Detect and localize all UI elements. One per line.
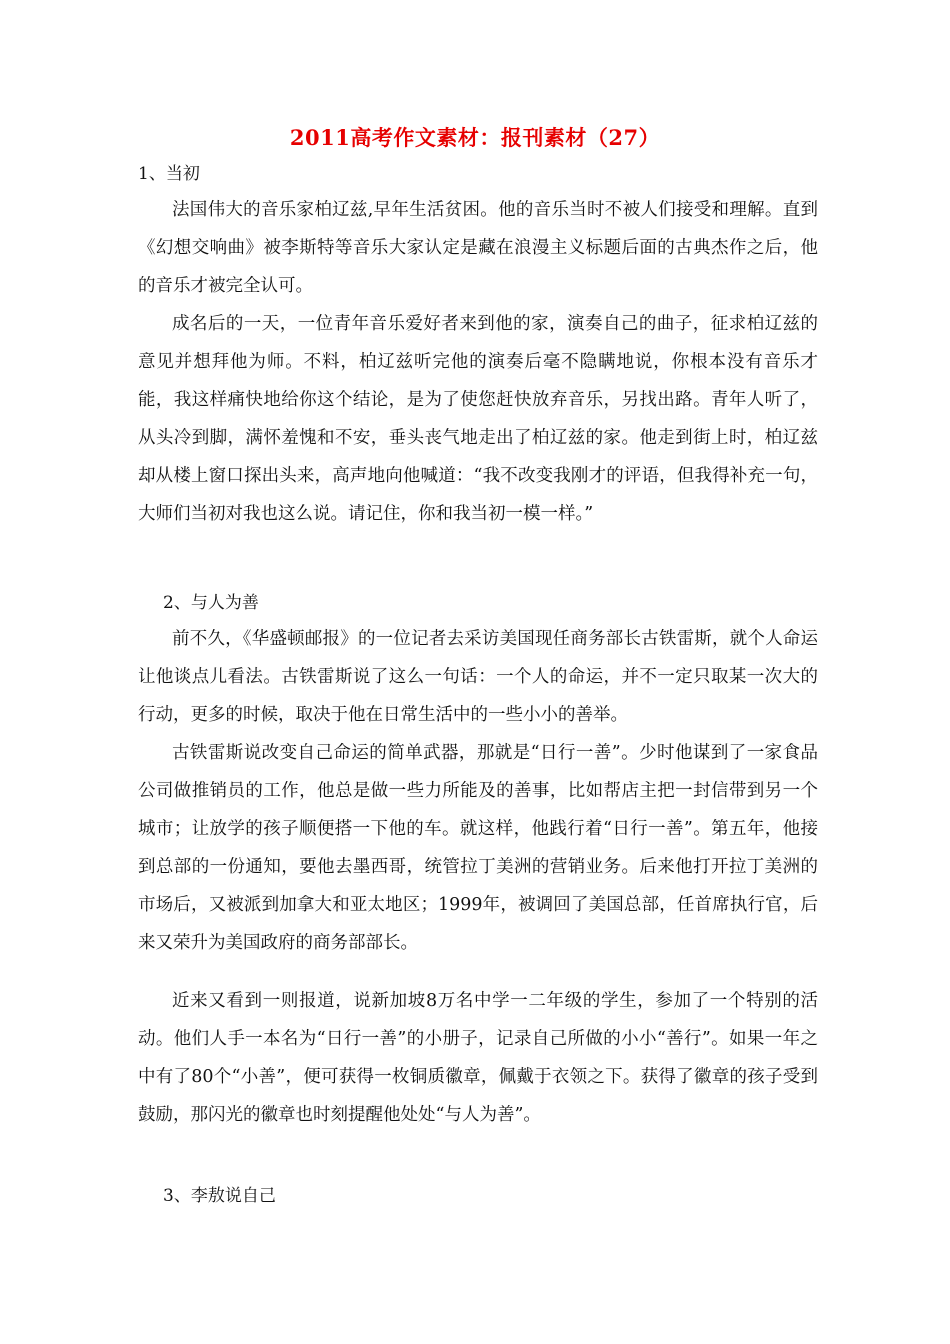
section-heading-2: 2、与人为善 [163, 593, 259, 613]
section-heading-3: 3、李敖说自己 [163, 1186, 276, 1206]
paragraph-2-1: 前不久，《华盛顿邮报》的一位记者去采访美国现任商务部长古铁雷斯，就个人命运让他谈点儿看法。古铁雷斯说了这么一句话：一个人的命运，并不一定只取某一次大的行动，更多的时候，取决于他在日常生活中的一些小小的善举。 [138, 629, 818, 725]
paragraph-1-2: 成名后的一天，一位青年音乐爱好者来到他的家，演奏自己的曲子，征求柏辽兹的意见并想拜他为师。不料，柏辽兹听完他的演奏后毫不隐瞒地说，你根本没有音乐才能，我这样痛快地给你这个结论，是为了使您赶快放弃音乐，另找出路。青年人听了，从头冷到脚，满怀羞愧和不安，垂头丧气地走出了柏辽兹的家。他走到街上时，柏辽兹却从楼上窗口探出头来，高声地向他喊道：“我不改变我刚才的评语，但我得补充一句，大师们当初对我也这么说。请记住，你和我当初一模一样。” [138, 314, 818, 524]
section-heading-1: 1、当初 [138, 164, 200, 184]
paragraph-2-3: 近来又看到一则报道，说新加坡8万名中学一二年级的学生，参加了一个特别的活动。他们人手一本名为“日行一善”的小册子，记录自己所做的小小“善行”。如果一年之中有了80个“小善”，便可获得一枚铜质徽章，佩戴于衣领之下。获得了徽章的孩子受到鼓励，那闪光的徽章也时刻提醒他处处“与人为善”。 [138, 991, 818, 1125]
document-title: 2011高考作文素材：报刊素材（27） [289, 125, 661, 150]
paragraph-1-1: 法国伟大的音乐家柏辽兹,早年生活贫困。他的音乐当时不被人们接受和理解。直到《幻想交响曲》被李斯特等音乐大家认定是藏在浪漫主义标题后面的古典杰作之后，他的音乐才被完全认可。 [138, 200, 818, 296]
paragraph-2-2: 古铁雷斯说改变自己命运的简单武器，那就是“日行一善”。少时他谋到了一家食品公司做推销员的工作，他总是做一些力所能及的善事，比如帮店主把一封信带到另一个城市；让放学的孩子顺便搭一下他的车。就这样，他践行着“日行一善”。第五年，他接到总部的一份通知，要他去墨西哥，统管拉丁美洲的营销业务。后来他打开拉丁美洲的市场后，又被派到加拿大和亚太地区；1999年，被调回了美国总部，任首席执行官，后来又荣升为美国政府的商务部部长。 [138, 743, 818, 953]
